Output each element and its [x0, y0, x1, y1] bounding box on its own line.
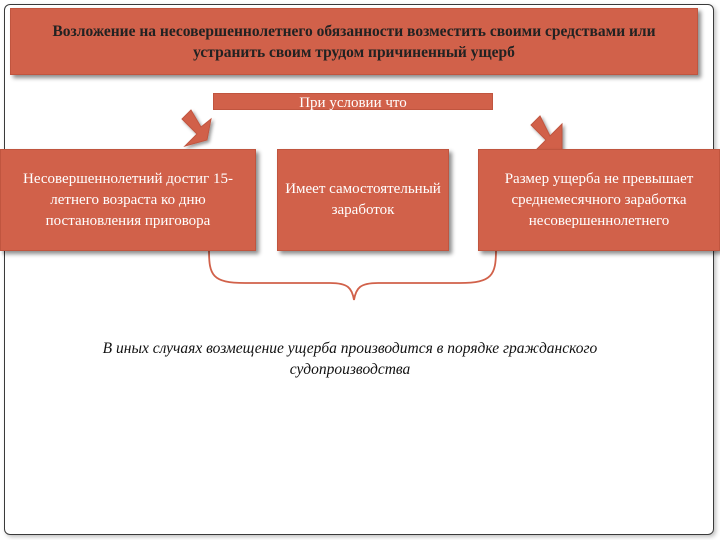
condition-item-income-text: Имеет самостоятельный заработок	[285, 181, 441, 218]
left-arrow-icon	[182, 110, 211, 146]
condition-item-damage-text: Размер ущерба не превышает среднемесячного заработка несовершеннолетнего	[504, 170, 694, 229]
condition-text: При условии что	[299, 95, 407, 111]
condition-item-income	[277, 149, 449, 251]
condition-item-age-text: Несовершеннолетний достиг 15-летнего возраста ко дню постановления приговора	[23, 170, 233, 229]
note-text: В иных случаях возмещение ущерба производится в порядке гражданского судопроизводства	[102, 340, 598, 378]
brace-shape	[209, 250, 496, 300]
right-arrow-icon	[531, 116, 562, 152]
condition-item-age	[0, 149, 256, 251]
title-text: Возложение на несовершеннолетнего обязанности возместить своими средствами или устранить своим трудом причиненный ущерб	[52, 22, 656, 61]
condition-item-damage	[478, 149, 720, 251]
